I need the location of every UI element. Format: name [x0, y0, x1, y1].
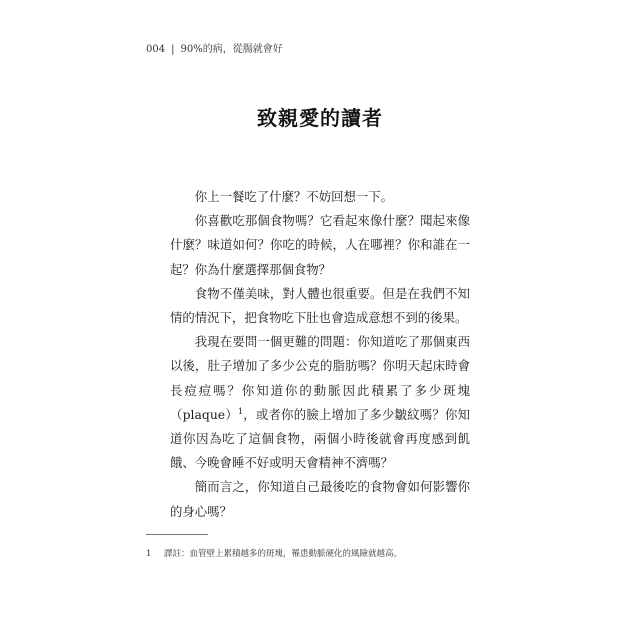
footnote	[146, 547, 402, 559]
header-separator: |	[171, 44, 175, 55]
footnote-text: 譯註：血管壁上累積越多的斑塊，罹患動脈硬化的風險就越高。	[164, 549, 403, 559]
footnote-divider	[146, 534, 208, 535]
footnote-number: 1	[146, 549, 152, 559]
paragraph-5: 簡而言之，你知道自己最後吃的食物會如何影響你的身心嗎？	[170, 479, 470, 519]
paragraph-4	[170, 330, 470, 475]
paragraph-3: 食物不僅美味，對人體也很重要。但是在我們不知情的情況下，把食物吃下肚也會造成意想不到的後果。	[170, 285, 470, 326]
footnote-reference: 1	[237, 406, 244, 416]
paragraph-4-text-end: ，或者你的臉上增加了多少皺紋嗎？你知道你因為吃了這個食物，兩個小時後就會再度感到飢餓、今晚會睡不好或明天會精神不濟嗎？	[170, 406, 471, 471]
page-number: 004	[146, 44, 166, 55]
paragraph-2: 你喜歡吃那個食物嗎？它看起來像什麼？聞起來像什麼？味道如何？你吃的時候，人在哪裡？你和誰在一起？你為什麼選擇那個食物？	[170, 213, 470, 277]
paragraph-4-text-start: 我現在要問一個更難的問題：你知道吃了那個東西以後，肚子增加了多少公克的脂肪嗎？你明天起床時會長痘痘嗎？你知道你的動脈因此積累了多少斑塊（plaque）	[170, 334, 470, 422]
running-title: 90%的病，從腸就會好	[180, 44, 283, 55]
running-header	[146, 40, 283, 55]
paragraph-1: 你上一餐吃了什麼？不妨回想一下。	[194, 189, 394, 204]
body-text	[170, 185, 470, 524]
page-title: 致親愛的讀者	[257, 106, 383, 130]
